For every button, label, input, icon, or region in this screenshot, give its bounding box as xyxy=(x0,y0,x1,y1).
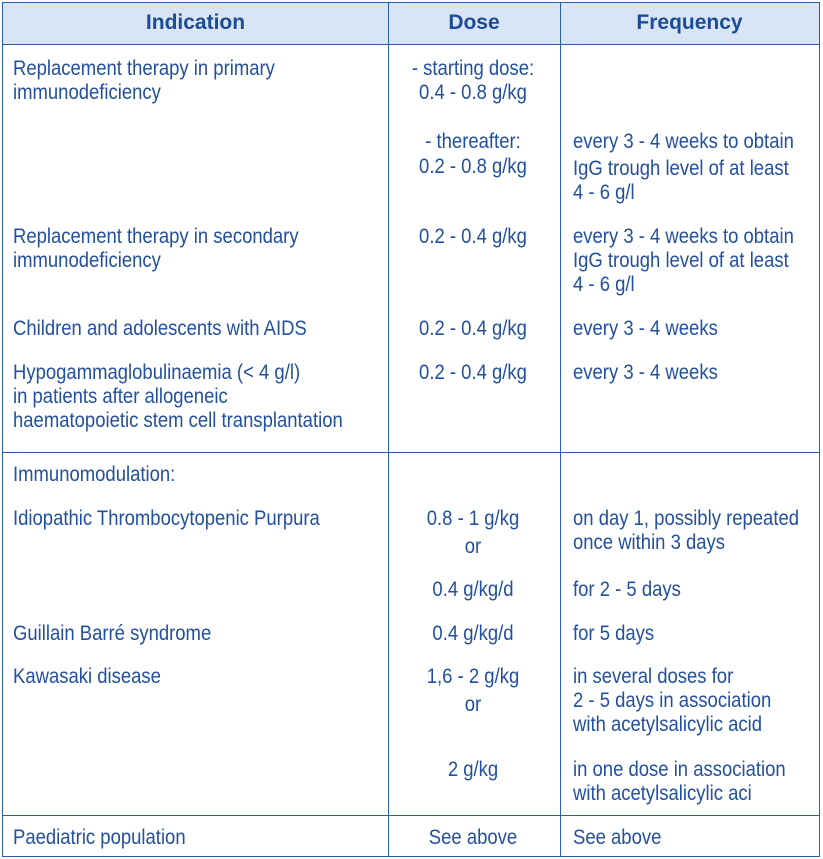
frequency-secondary-line2: IgG trough level of at least xyxy=(573,249,789,272)
dose-kawasaki-1: 1,6 - 2 g/kg xyxy=(426,665,520,688)
frequency-paediatric: See above xyxy=(573,826,662,849)
indication-kawasaki: Kawasaki disease xyxy=(13,665,161,688)
indication-secondary-line2: immunodeficiency xyxy=(13,249,161,272)
dose-starting-label: - starting dose: xyxy=(411,57,535,80)
indication-aids: Children and adolescents with AIDS xyxy=(13,317,307,340)
indication-hypogamma-line2: in patients after allogeneic xyxy=(13,385,228,408)
section-divider xyxy=(3,815,819,816)
frequency-itp-2: for 2 - 5 days xyxy=(573,578,681,601)
frequency-secondary-line3: 4 - 6 g/l xyxy=(573,273,635,296)
frequency-kawasaki-2-line2: with acetylsalicylic aci xyxy=(573,782,752,805)
indication-paediatric: Paediatric population xyxy=(13,826,186,849)
header-dose: Dose xyxy=(448,11,500,34)
column-divider xyxy=(388,3,389,856)
frequency-primary-line2: IgG trough level of at least xyxy=(573,157,789,180)
frequency-kawasaki-line3: with acetylsalicylic acid xyxy=(573,713,762,736)
indication-hypogamma-line1: Hypogammaglobulinaemia (< 4 g/l) xyxy=(13,361,301,384)
frequency-kawasaki-line1: in several doses for xyxy=(573,665,734,688)
frequency-itp-line1: on day 1, possibly repeated xyxy=(573,507,800,530)
indication-guillain: Guillain Barré syndrome xyxy=(13,622,212,645)
frequency-hypogamma: every 3 - 4 weeks xyxy=(573,361,718,384)
frequency-itp-line2: once within 3 days xyxy=(573,531,726,554)
indication-primary-line1: Replacement therapy in primary xyxy=(13,57,275,80)
dose-hypogamma: 0.2 - 0.4 g/kg xyxy=(419,361,527,384)
dose-secondary: 0.2 - 0.4 g/kg xyxy=(419,225,527,248)
frequency-secondary-line1: every 3 - 4 weeks to obtain xyxy=(573,225,794,248)
dose-kawasaki-2: 2 g/kg xyxy=(447,758,499,781)
frequency-guillain: for 5 days xyxy=(573,622,655,645)
dose-paediatric: See above xyxy=(428,826,518,849)
section-immunomodulation: Immunomodulation: xyxy=(13,463,176,486)
dose-guillain: 0.4 g/kg/d xyxy=(432,622,514,645)
dose-aids: 0.2 - 0.4 g/kg xyxy=(419,317,527,340)
indication-hypogamma-line3: haematopoietic stem cell transplantation xyxy=(13,409,343,432)
dose-thereafter-value: 0.2 - 0.8 g/kg xyxy=(419,155,527,178)
dose-itp-or: or xyxy=(464,535,482,558)
indication-primary-line2: immunodeficiency xyxy=(13,81,161,104)
frequency-primary-line3: 4 - 6 g/l xyxy=(573,181,635,204)
dose-kawasaki-or: or xyxy=(464,693,482,716)
column-divider xyxy=(560,3,561,856)
frequency-kawasaki-2-line1: in one dose in association xyxy=(573,758,786,781)
indication-itp: Idiopathic Thrombocytopenic Purpura xyxy=(13,507,320,530)
frequency-kawasaki-line2: 2 - 5 days in association xyxy=(573,689,772,712)
dose-starting-value: 0.4 - 0.8 g/kg xyxy=(419,81,527,104)
frequency-aids: every 3 - 4 weeks xyxy=(573,317,718,340)
frequency-primary-line1: every 3 - 4 weeks to obtain xyxy=(573,130,794,153)
dose-thereafter-label: - thereafter: xyxy=(425,130,521,153)
dose-itp-2: 0.4 g/kg/d xyxy=(432,578,514,601)
header-indication: Indication xyxy=(145,11,246,34)
dose-itp-1: 0.8 - 1 g/kg xyxy=(426,507,520,530)
section-divider xyxy=(3,452,819,453)
header-frequency: Frequency xyxy=(636,11,743,34)
indication-secondary-line1: Replacement therapy in secondary xyxy=(13,225,299,248)
